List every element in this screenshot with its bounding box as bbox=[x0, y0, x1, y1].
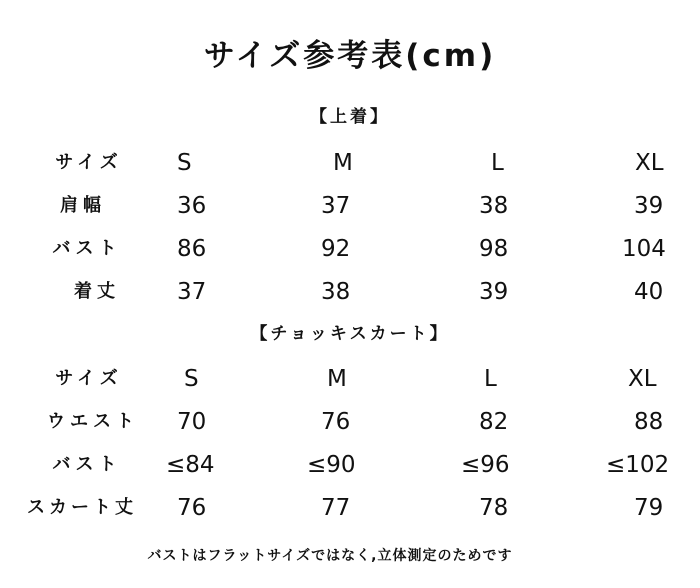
size-value: S bbox=[184, 366, 199, 392]
table-row bbox=[0, 275, 700, 309]
size-value: L bbox=[491, 150, 504, 176]
table-row bbox=[0, 146, 700, 180]
size-value: 76 bbox=[177, 495, 207, 521]
size-value: M bbox=[327, 366, 347, 392]
row-label: サイズ bbox=[55, 368, 123, 389]
size-value: 78 bbox=[479, 495, 509, 521]
size-value: 37 bbox=[321, 193, 351, 219]
row-label: ウエスト bbox=[47, 411, 139, 432]
table-row bbox=[0, 189, 700, 223]
size-value: 77 bbox=[321, 495, 351, 521]
size-value: 98 bbox=[479, 236, 509, 262]
table-row bbox=[0, 405, 700, 439]
size-value: 79 bbox=[634, 495, 664, 521]
row-label: 着丈 bbox=[74, 281, 120, 302]
page-title: サイズ参考表(cm) bbox=[203, 38, 497, 74]
size-value: 86 bbox=[177, 236, 207, 262]
size-value: ≤90 bbox=[307, 452, 356, 478]
measurement-note: バストはフラットサイズではなく,立体測定のためです bbox=[147, 548, 513, 564]
size-value: 82 bbox=[479, 409, 509, 435]
size-value: ≤84 bbox=[166, 452, 215, 478]
size-value: 38 bbox=[479, 193, 509, 219]
size-value: 40 bbox=[634, 279, 664, 305]
table-row bbox=[0, 232, 700, 266]
table-row bbox=[0, 362, 700, 396]
section-title-vest-skirt: 【チョッキスカート】 bbox=[250, 324, 450, 344]
size-value: 70 bbox=[177, 409, 207, 435]
size-value: 36 bbox=[177, 193, 207, 219]
size-value: 76 bbox=[321, 409, 351, 435]
size-value: XL bbox=[635, 150, 664, 176]
size-value: 38 bbox=[321, 279, 351, 305]
row-label: バスト bbox=[52, 238, 122, 259]
row-label: バスト bbox=[52, 454, 122, 475]
size-value: L bbox=[484, 366, 497, 392]
row-label: サイズ bbox=[55, 152, 123, 173]
table-row bbox=[0, 491, 700, 525]
size-value: 92 bbox=[321, 236, 351, 262]
size-value: ≤96 bbox=[461, 452, 510, 478]
size-value: XL bbox=[628, 366, 657, 392]
row-label: 肩幅 bbox=[60, 195, 106, 216]
size-value: 88 bbox=[634, 409, 664, 435]
section-title-tops: 【上着】 bbox=[310, 107, 390, 127]
size-value: 104 bbox=[622, 236, 666, 262]
table-row bbox=[0, 448, 700, 482]
size-value: ≤102 bbox=[606, 452, 670, 478]
size-value: 37 bbox=[177, 279, 207, 305]
size-value: 39 bbox=[634, 193, 664, 219]
size-value: M bbox=[333, 150, 353, 176]
row-label: スカート丈 bbox=[27, 497, 137, 518]
size-value: 39 bbox=[479, 279, 509, 305]
size-value: S bbox=[177, 150, 192, 176]
